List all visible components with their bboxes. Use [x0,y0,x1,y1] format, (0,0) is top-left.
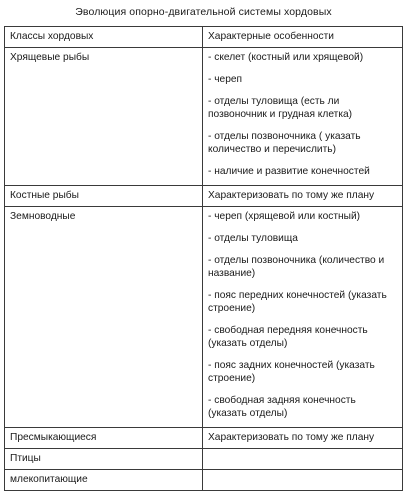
table-row [5,449,403,470]
features-cell [203,207,403,428]
table-header-row [5,27,403,48]
feature-item: - наличие и развитие конечностей [208,166,370,177]
features-cell [203,470,403,491]
table-row [5,428,403,449]
class-cell: Земноводные [5,207,203,428]
feature-item: - скелет (костный или хрящевой) [208,52,364,63]
feature-item: - череп [208,74,243,85]
feature-item: - отделы позвоночника ( указать количество и перечислить) [208,131,361,155]
feature-item: - свободная задняя конечность (указать отделы) [208,395,356,419]
class-cell: Костные рыбы [5,186,203,207]
class-cell: Пресмыкающиеся [5,428,203,449]
feature-item: - отделы позвоночника (количество и название) [208,255,385,279]
feature-item: - свободная передняя конечность (указать отделы) [208,325,368,349]
feature-item: - череп (хрящевой или костный) [208,211,361,222]
feature-item: - пояс задних конечностей (указать строение) [208,360,375,384]
features-cell [203,186,403,207]
features-cell [203,48,403,186]
class-cell: млекопитающие [5,470,203,491]
feature-item: Характеризовать по тому же плану [208,432,375,443]
class-cell: Хрящевые рыбы [5,48,203,186]
header-cell-features: Характерные особенности [203,27,403,48]
chordates-table [4,26,403,491]
table-row [5,186,403,207]
table-row [5,48,403,186]
features-cell [203,449,403,470]
table-row [5,470,403,491]
feature-item: Характеризовать по тому же плану [208,190,375,201]
header-cell-class: Классы хордовых [5,27,203,48]
features-cell [203,428,403,449]
feature-item: - отделы туловища (есть ли позвоночник и грудная клетка) [208,96,353,120]
page-title: Эволюция опорно-двигательной системы хордовых [75,6,332,18]
feature-item: - пояс передних конечностей (указать строение) [208,290,387,314]
table-row [5,207,403,428]
feature-item: - отделы туловища [208,233,298,244]
class-cell: Птицы [5,449,203,470]
